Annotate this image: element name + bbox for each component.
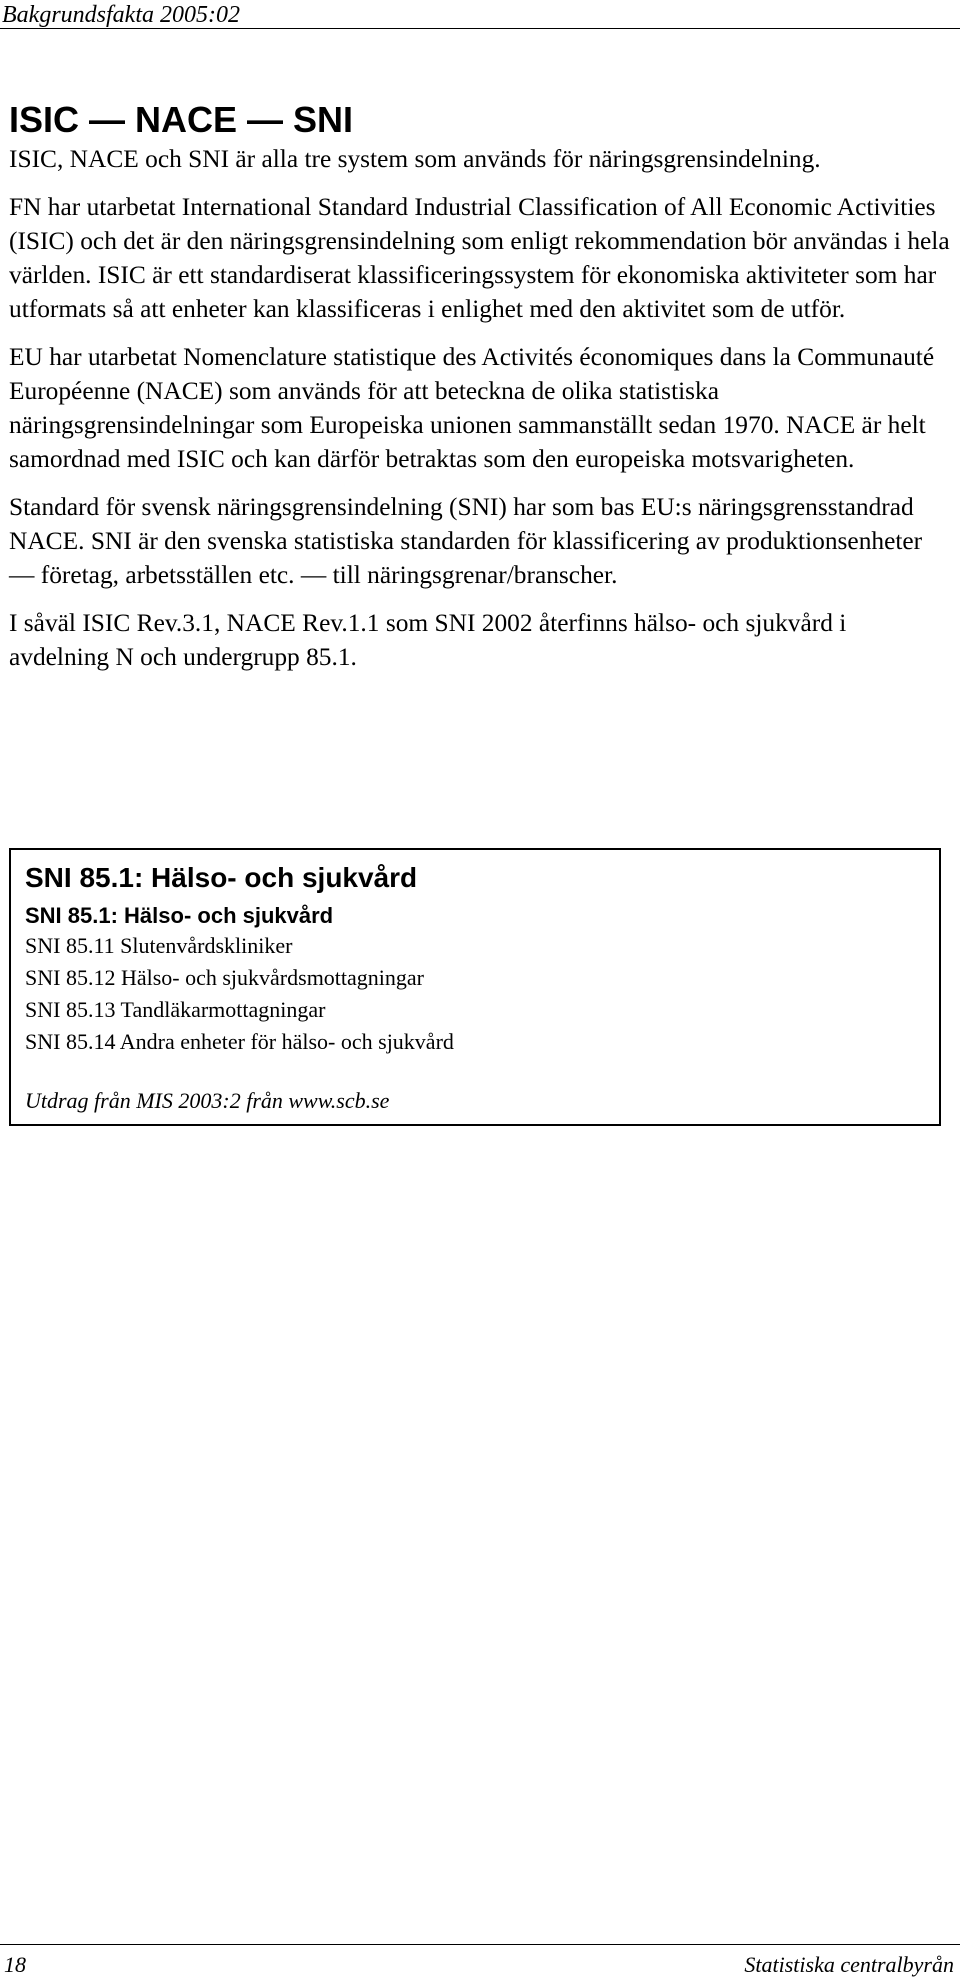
page-number: 18	[4, 1952, 26, 1977]
paragraph-healthcare: I såväl ISIC Rev.3.1, NACE Rev.1.1 som SNI 2002 återfinns hälso- och sjukvård i avdelning N och undergrupp 85.1.	[9, 609, 847, 671]
running-header: Bakgrundsfakta 2005:02	[2, 2, 240, 28]
page-heading: ISIC — NACE — SNI	[9, 99, 354, 140]
list-item: SNI 85.14 Andra enheter för hälso- och sjukvård	[25, 1029, 454, 1054]
list-item: SNI 85.13 Tandläkarmottagningar	[25, 997, 326, 1022]
paragraph-intro: ISIC, NACE och SNI är alla tre system som används för näringsgrensindelning.	[9, 145, 821, 173]
box-subtitle: SNI 85.1: Hälso- och sjukvård	[25, 903, 334, 928]
box-title: SNI 85.1: Hälso- och sjukvård	[25, 862, 418, 893]
paragraph-sni: Standard för svensk näringsgrensindelning (SNI) har som bas EU:s näringsgrensstandrad NACE. SNI är den svenska statistiska standarden för klassificering av produktionsenheter — företag, arbetsställen etc. — till näringsgrenar/branscher.	[9, 493, 923, 589]
list-item: SNI 85.11 Slutenvårdskliniker	[25, 933, 293, 958]
box-source: Utdrag från MIS 2003:2 från www.scb.se	[25, 1088, 390, 1113]
sni-code-list	[25, 930, 939, 1058]
header-rule	[0, 28, 960, 29]
footer-rule	[0, 1944, 960, 1945]
footer-publisher: Statistiska centralbyrån	[744, 1952, 954, 1977]
list-item: SNI 85.12 Hälso- och sjukvårdsmottagningar	[25, 965, 424, 990]
sni-info-box	[9, 848, 941, 1126]
paragraph-nace: EU har utarbetat Nomenclature statistique des Activités économiques dans la Communauté Européenne (NACE) som används för att beteckna de olika statistiska näringsgrensindelningar som Europeiska unionen sammanställt sedan 1970. NACE är helt samordnad med ISIC och kan därför betraktas som den europeiska motsvarigheten.	[9, 343, 935, 473]
paragraph-isic: FN har utarbetat International Standard Industrial Classification of All Economic Activities (ISIC) och det är den näringsgrensindelning som enligt rekommendation bör användas i hela världen. ISIC är ett standardiserat klassificeringssystem för ekonomiska aktiviteter som har utformats så att enheter kan klassificeras i enlighet med den aktivitet som de utför.	[9, 193, 950, 323]
main-content	[9, 100, 950, 688]
